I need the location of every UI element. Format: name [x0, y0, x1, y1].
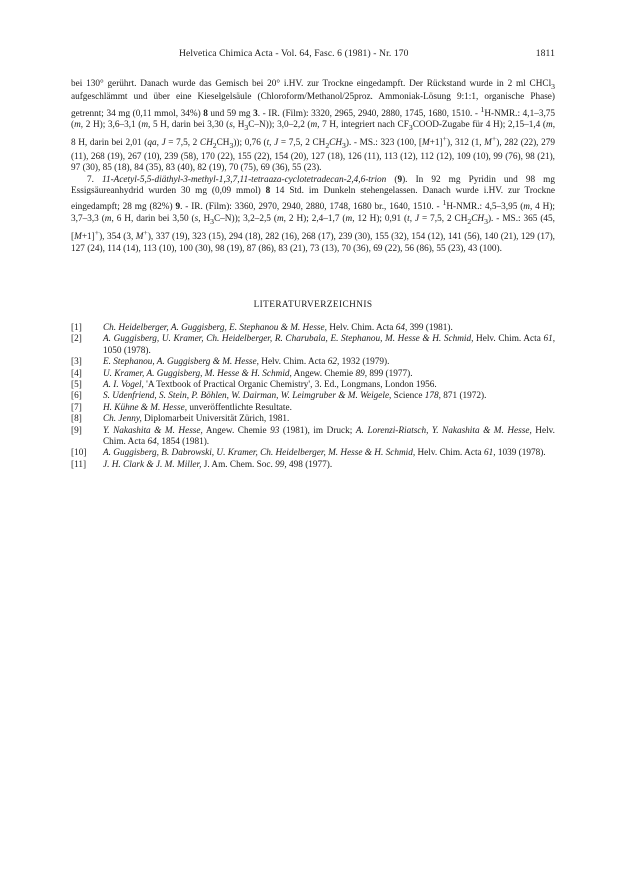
reference-item: [8] Ch. Jenny, Diplomarbeit Universität Zürich, 1981. [71, 414, 290, 425]
reference-item: [1] Ch. Heidelberger, A. Guggisberg, E. Stephanou & M. Hesse, Helv. Chim. Acta 64, 399 (1981). [71, 322, 453, 333]
reference-item: [7] H. Kühne & M. Hesse, unveröffentlichte Resultate. [71, 402, 292, 413]
reference-item: [4] U. Kramer, A. Guggisberg, M. Hesse & H. Schmid, Angew. Chemie 89, 899 (1977). [71, 368, 413, 379]
reference-item: [2] A. Guggisberg, U. Kramer, Ch. Heidelberger, R. Charubala, E. Stephanou, M. Hesse & H. Schmid, Helv. Chim. Acta 61, 1050 (1978). [71, 334, 556, 356]
reference-item: [5] A. I. Vogel, 'A Textbook of Practical Organic Chemistry', 3. Ed., Longmans, London 1956. [71, 380, 437, 390]
journal-page [71, 48, 555, 471]
reference-item: [10] A. Guggisberg, B. Dabrowski, U. Kramer, Ch. Heidelberger, M. Hesse & H. Schmid, Helv. Chim. Acta 61, 1039 (1978). [71, 448, 546, 459]
paragraph-1: bei 130° gerührt. Danach wurde das Gemisch bei 20° i.HV. zur Trockne eingedampft. Der Rückstand wurde in 2 ml CHCl$_3$ aufgeschlämmt und über eine Kieselgelsäule (Chloroform/Methanol/25proz. Ammoniak-Lösung 9:1:1, organische Phase) getrennt; 34 mg (0,11 mmol, 34%) 8 und 59 mg 3. - IR. (Film): 3320, 2965, 2940, 2880, 1745, 1680, 1510. - $^1$H-NMR.: 4,1–3,75 (m, 2 H); 3,6–3,1 (m, 5 H, darin bei 3,30 (s, $H_3C-N$)); 3,0–2,2 (m, 7 H, integriert nach $CF_3COOD$-Zugabe für 4 H); 2,15–1,4 (m, 8 H, darin bei 2,01 (qa, J = 7,5, 2 $CH_2CH_3$)); 0,76 (t, J = 7,5, 2 $CH_2CH_3$). - MS.: 323 (100, [M+1]+), 312 (1, M+), 282 (22), 279 (11), 268 (19), 267 (10), 239 (58), 170 (22), 155 (22), 154 (20), 127 (18), 126 (11), 113 (12), 112 (12), 109 (10), 99 (76), 98 (21), 97 (30), 85 (18), 84 (35), 83 (40), 82 (19), 70 (75), 69 (36), 55 (23). [71, 79, 556, 174]
references-heading: LITERATURVERZEICHNIS [253, 299, 373, 310]
paragraph-2: 7. 11-Acetyl-5,5-diäthyl-3-methyl-1,3,7,11-tetraaza-cyclotetradecan-2,4,6-trion (9). In 92 mg Pyridin und 98 mg Essigsäureanhydrid wurden 30 mg (0,09 mmol) 8 14 Std. im Dunkeln stehengelassen. Danach wurde i.HV. zur Trockne eingedampft; 28 mg (82%) 9. - IR. (Film): 3360, 2970, 2940, 2880, 1748, 1680 br., 1640, 1510. - $^1$H-NMR.: 4,5–3,95 (m, 4 H); 3,7–3,3 (m, 6 H, darin bei 3,50 (s, $H_3C-N$)); 3,2–2,5 (m, 2 H); 2,4–1,7 (m, 12 H); 0,91 (t, J = 7,5, 2 $CH_2CH_3$). - MS.: 365 (45, [M+1]+), 354 (3, M+), 337 (19), 323 (15), 294 (18), 282 (16), 268 (17), 239 (30), 155 (32), 154 (12), 141 (56), 140 (21), 129 (17), 127 (24), 114 (14), 113 (10), 100 (30), 98 (19), 87 (86), 83 (21), 73 (13), 70 (36), 69 (22), 56 (86), 55 (23), 43 (100). [71, 174, 556, 254]
running-header [71, 48, 555, 62]
reference-item: [9] Y. Nakashita & M. Hesse, Angew. Chemie 93 (1981), im Druck; A. Lorenzi-Riatsch, Y. Nakashita & M. Hesse, Helv. Chim. Acta 64, 1854 (1981). [71, 425, 555, 448]
reference-item: [11] J. H. Clark & J. M. Miller, J. Am. Chem. Soc. 99, 498 (1977). [71, 459, 333, 470]
reference-list [71, 323, 555, 471]
page-number: 1811 [535, 48, 555, 59]
reference-item: [6] S. Udenfriend, S. Stein, P. Böhlen, W. Dairman, W. Leimgruber & M. Weigele, Science 178, 871 (1972). [71, 391, 487, 402]
journal-line: Helvetica Chimica Acta - Vol. 64, Fasc. 6 (1981) - Nr. 170 [179, 48, 409, 59]
experimental-text [71, 79, 555, 255]
reference-item: [3] E. Stephanou, A. Guggisberg & M. Hesse, Helv. Chim. Acta 62, 1932 (1979). [71, 357, 390, 368]
